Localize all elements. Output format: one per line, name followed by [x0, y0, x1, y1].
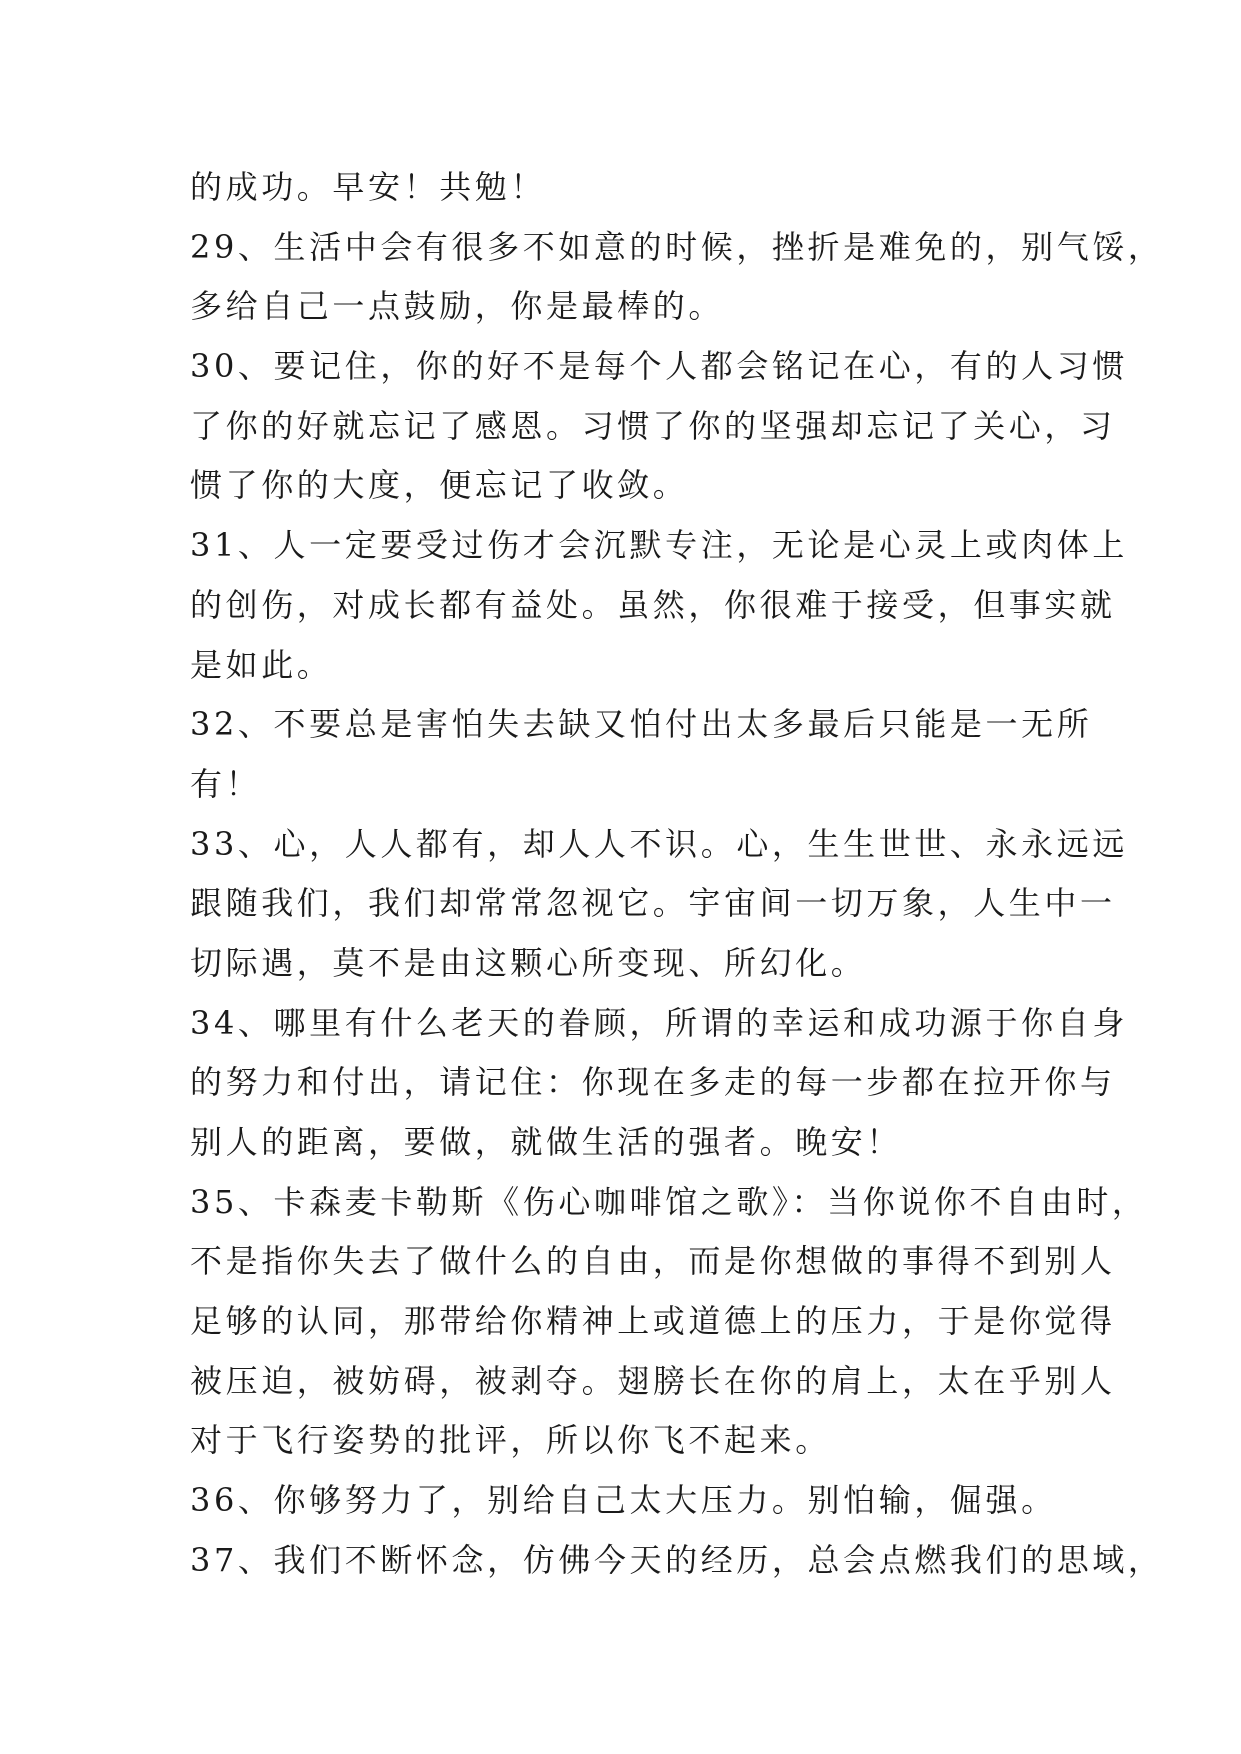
- text-line: 34、哪里有什么老天的眷顾，所谓的幸运和成功源于你自身: [190, 1003, 1128, 1042]
- text-line: 别人的距离，要做，就做生活的强者。晚安！: [190, 1123, 903, 1161]
- text-line: 的创伤，对成长都有益处。虽然，你很难于接受，但事实就: [190, 585, 1116, 624]
- text-line: 的努力和付出，请记住：你现在多走的每一步都在拉开你与: [190, 1063, 1116, 1102]
- text-line: 37、我们不断怀念，仿佛今天的经历，总会点燃我们的思域，: [190, 1540, 1164, 1579]
- text-line: 切际遇，莫不是由这颗心所变现、所幻化。: [190, 943, 867, 982]
- text-line: 35、卡森麦卡勒斯《伤心咖啡馆之歌》：当你说你不自由时，: [190, 1182, 1148, 1221]
- text-line: 的成功。早安！共勉！: [190, 168, 547, 206]
- text-line: 惯了你的大度，便忘记了收敛。: [190, 466, 689, 505]
- text-line: 30、要记住，你的好不是每个人都会铭记在心，有的人习惯: [190, 347, 1128, 386]
- text-line: 有！: [190, 764, 262, 803]
- text-line: 不是指你失去了做什么的自由，而是你想做的事得不到别人: [190, 1242, 1116, 1281]
- text-line: 跟随我们，我们却常常忽视它。宇宙间一切万象，人生中一: [190, 884, 1116, 923]
- text-line: 足够的认同，那带给你精神上或道德上的压力，于是你觉得: [190, 1302, 1116, 1341]
- text-line: 31、人一定要受过伤才会沉默专注，无论是心灵上或肉体上: [190, 526, 1128, 565]
- document-body: [190, 158, 1164, 1591]
- text-line: 36、你够努力了，别给自己太大压力。别怕输，倔强。: [190, 1481, 1057, 1520]
- text-line: 被压迫，被妨碍，被剥夺。翅膀长在你的肩上，太在乎别人: [190, 1361, 1116, 1400]
- text-line: 33、心，人人都有，却人人不识。心，生生世世、永永远远: [190, 824, 1128, 863]
- text-line: 了你的好就忘记了感恩。习惯了你的坚强却忘记了关心，习: [190, 406, 1116, 445]
- text-line: 是如此。: [190, 645, 333, 684]
- text-line: 多给自己一点鼓励，你是最棒的。: [190, 287, 725, 326]
- text-line: 对于飞行姿势的批评，所以你飞不起来。: [190, 1421, 831, 1460]
- text-line: 29、生活中会有很多不如意的时候，挫折是难免的，别气馁，: [190, 227, 1164, 266]
- text-line: 32、不要总是害怕失去缺又怕付出太多最后只能是一无所: [190, 705, 1093, 744]
